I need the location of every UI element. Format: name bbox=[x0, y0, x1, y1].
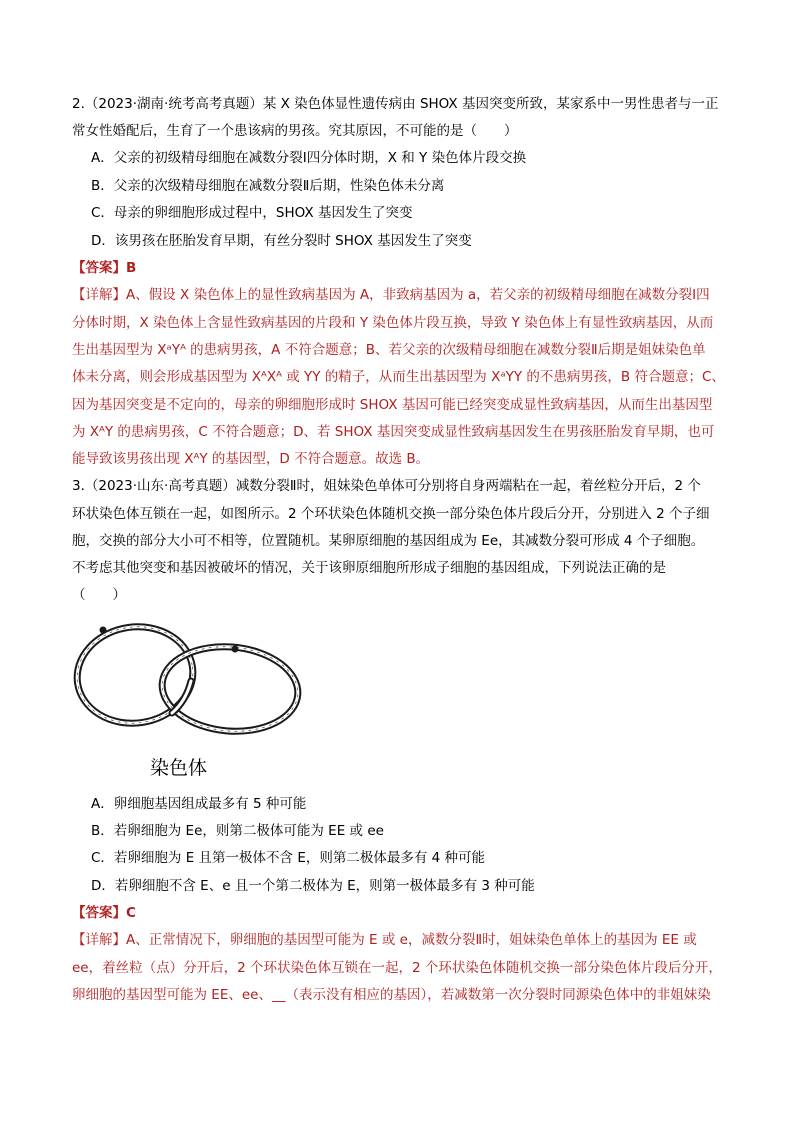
q2-analysis-line-5: 因为基因突变是不定向的，母亲的卵细胞形成时 SHOX 基因可能已经突变成显性致病基因，从而生出基因型 bbox=[72, 397, 713, 413]
q3-analysis-line-3: 卵细胞的基因型可能为 EE、ee、__（表示没有相应的基因），若减数第一次分裂时同源染色体中的非姐妹染 bbox=[72, 987, 711, 1003]
q3-option-a: A．卵细胞基因组成最多有 5 种可能 bbox=[91, 796, 307, 812]
q2-answer: 【答案】B bbox=[72, 260, 137, 276]
q2-stem-line-2: 常女性婚配后，生育了一个患该病的男孩。究其原因，不可能的是（ ） bbox=[72, 123, 518, 139]
q3-analysis-line-1: 【详解】A、正常情况下，卵细胞的基因型可能为 E 或 e，减数分裂Ⅱ时，姐妹染色单体上的基因为 EE 或 bbox=[72, 932, 697, 948]
q3-analysis-line-2: ee，着丝粒（点）分开后，2 个环状染色体互锁在一起，2 个环状染色体随机交换一部分染色体片段后分开， bbox=[72, 960, 722, 976]
centromere-dot-left bbox=[100, 627, 107, 634]
q2-analysis-line-2: 分体时期，X 染色体上含显性致病基因的片段和 Y 染色体片段互换，导致 Y 染色体上有显性致病基因，从而 bbox=[72, 315, 714, 331]
q3-stem-line-5: （ ） bbox=[72, 587, 126, 603]
right-ring-chromosome bbox=[159, 641, 302, 737]
q2-stem-line-1: 2.（2023·湖南·统考高考真题）某 X 染色体显性遗传病由 SHOX 基因突变所致，某家系中一男性患者与一正 bbox=[72, 96, 719, 112]
q3-option-b: B．若卵细胞为 Ee，则第二极体可能为 EE 或 ee bbox=[91, 823, 384, 839]
q3-stem-line-2: 环状染色体互锁在一起，如图所示。2 个环状染色体随机交换一部分染色体片段后分开，分别进入 2 个子细 bbox=[72, 506, 710, 522]
q2-analysis-line-6: 为 XᴬY 的患病男孩，C 不符合题意；D、若 SHOX 基因突变成显性致病基因发生在男孩胚胎发育早期，也可 bbox=[72, 424, 715, 440]
q2-option-b: B．父亲的次级精母细胞在减数分裂Ⅱ后期，性染色体未分离 bbox=[91, 178, 445, 194]
q2-option-d: D．该男孩在胚胎发育早期，有丝分裂时 SHOX 基因发生了突变 bbox=[91, 233, 472, 249]
q3-stem-line-1: 3.（2023·山东·高考真题）减数分裂Ⅱ时，姐妹染色单体可分别将自身两端粘在一起，着丝粒分开后，2 个 bbox=[72, 478, 701, 494]
q2-option-a: A．父亲的初级精母细胞在减数分裂Ⅰ四分体时期，X 和 Y 染色体片段交换 bbox=[91, 150, 527, 166]
q3-answer: 【答案】C bbox=[72, 905, 136, 921]
q3-option-d: D．若卵细胞不含 E、e 且一个第二极体为 E，则第一极体最多有 3 种可能 bbox=[91, 878, 535, 894]
q2-analysis-line-7: 能导致该男孩出现 XᴬY 的基因型，D 不符合题意。故选 B。 bbox=[72, 451, 430, 467]
q2-analysis-line-3: 生出基因型为 XᵃYᴬ 的患病男孩，A 不符合题意；B、若父亲的次级精母细胞在减数分裂Ⅱ后期是姐妹染色单 bbox=[72, 342, 706, 358]
q2-analysis-line-4: 体未分离，则会形成基因型为 XᴬXᴬ 或 YY 的精子，从而生出基因型为 XᵃYY 的不患病男孩，B 符合题意；C、 bbox=[72, 369, 725, 385]
q2-option-c: C．母亲的卵细胞形成过程中，SHOX 基因发生了突变 bbox=[91, 205, 413, 221]
centromere-dot-right bbox=[232, 646, 239, 653]
q2-analysis-line-1: 【详解】A、假设 X 染色体上的显性致病基因为 A，非致病基因为 a，若父亲的初级精母细胞在减数分裂Ⅰ四 bbox=[72, 287, 710, 303]
q3-option-c: C．若卵细胞为 E 且第一极体不含 E，则第二极体最多有 4 种可能 bbox=[91, 850, 486, 866]
q3-stem-line-4: 不考虑其他突变和基因被破坏的情况，关于该卵原细胞所形成子细胞的基因组成，下列说法正确的是 bbox=[72, 560, 666, 576]
q3-stem-line-3: 胞，交换的部分大小可不相等，位置随机。某卵原细胞的基因组成为 Ee，其减数分裂可形成 4 个子细胞。 bbox=[72, 533, 705, 549]
figure-caption: 染色体 bbox=[150, 757, 208, 779]
